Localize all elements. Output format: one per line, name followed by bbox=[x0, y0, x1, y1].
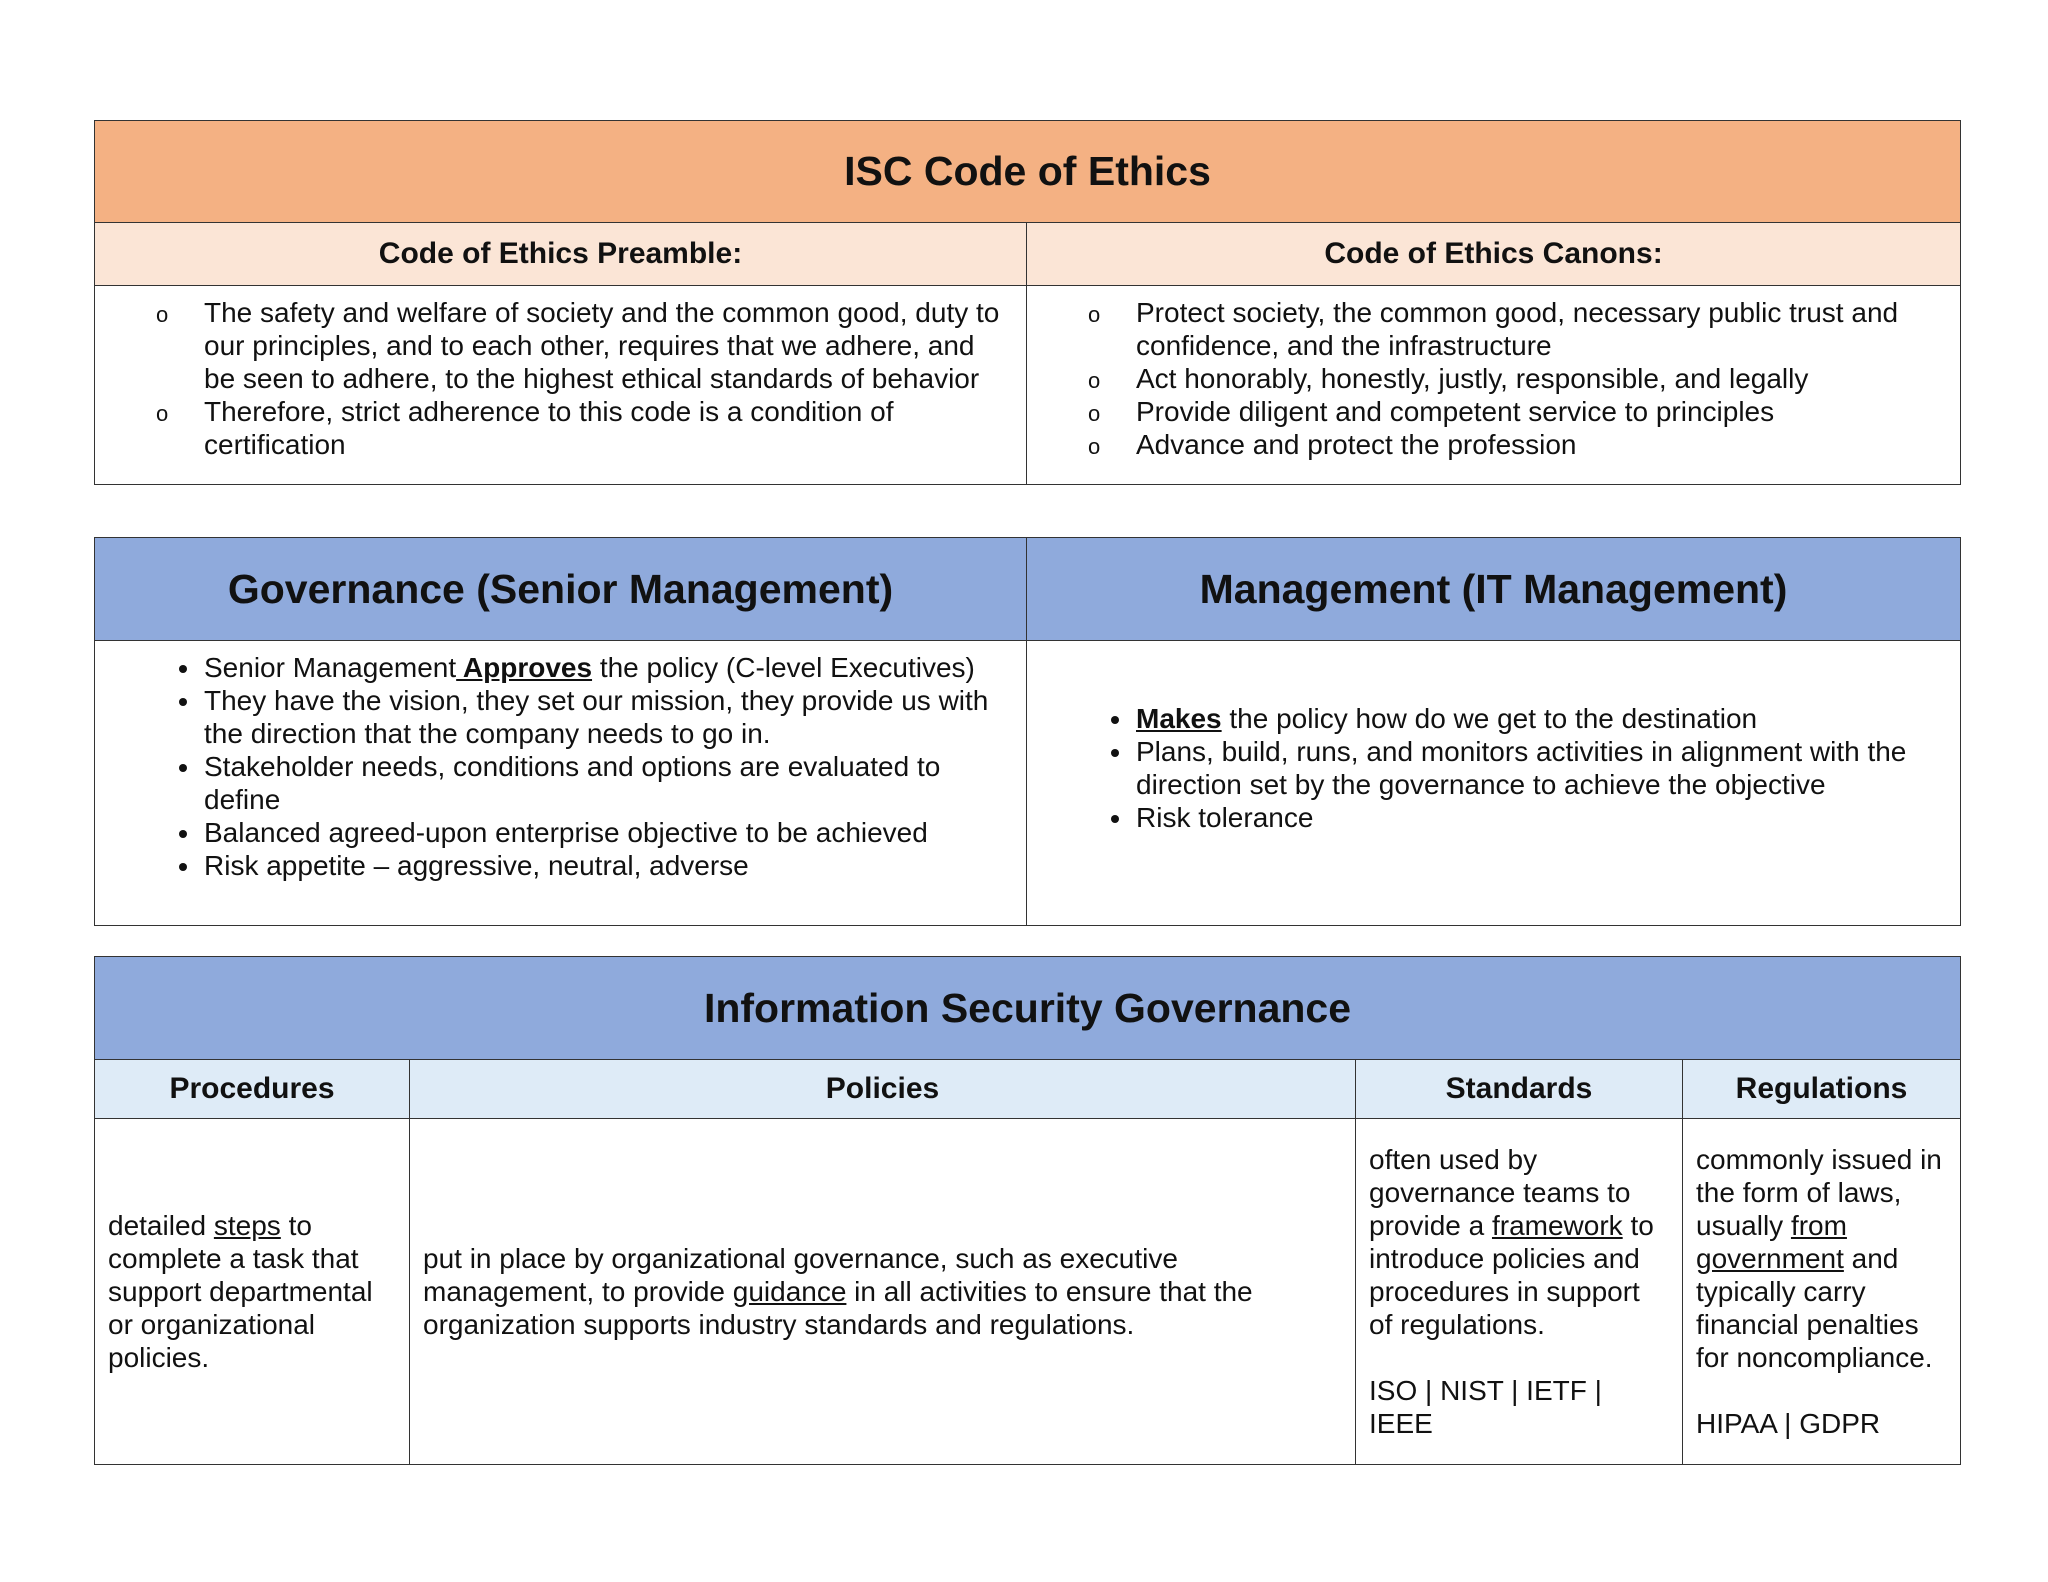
management-list bbox=[1027, 702, 1960, 834]
management-cell bbox=[1027, 641, 1961, 926]
preamble-list bbox=[95, 296, 1026, 461]
regulations-examples: HIPAA | GDPR bbox=[1696, 1408, 1881, 1439]
preamble-cell bbox=[95, 286, 1027, 485]
policies-header: Policies bbox=[410, 1060, 1356, 1119]
ethics-title: ISC Code of Ethics bbox=[95, 121, 1961, 223]
list-item: o Advance and protect the profession bbox=[1134, 428, 1940, 461]
isg-table bbox=[94, 956, 1961, 1465]
regulations-header: Regulations bbox=[1683, 1060, 1961, 1119]
list-item: • Risk appetite – aggressive, neutral, adverse bbox=[202, 849, 1006, 882]
management-title: Management (IT Management) bbox=[1027, 538, 1961, 641]
standards-text: often used by governance teams to provide a framework to introduce policies and procedures in support of regulations. bbox=[1369, 1144, 1654, 1340]
governance-title: Governance (Senior Management) bbox=[95, 538, 1027, 641]
list-item: • They have the vision, they set our mission, they provide us with the direction that the company needs to go in. bbox=[202, 684, 1006, 750]
governance-list bbox=[95, 651, 1026, 882]
list-item: o Provide diligent and competent service to principles bbox=[1134, 395, 1940, 428]
list-item: o Act honorably, honestly, justly, responsible, and legally bbox=[1134, 362, 1940, 395]
preamble-header: Code of Ethics Preamble: bbox=[95, 223, 1027, 286]
list-item: • Makes the policy how do we get to the destination bbox=[1134, 702, 1940, 735]
list-item: o The safety and welfare of society and the common good, duty to our principles, and to each other, requires that we adhere, and be seen to adhere, to the highest ethical standards of behavior bbox=[202, 296, 1006, 395]
governance-cell bbox=[95, 641, 1027, 926]
policies-cell bbox=[410, 1119, 1356, 1465]
list-item: o Protect society, the common good, necessary public trust and confidence, and the infrastructure bbox=[1134, 296, 1940, 362]
standards-examples: ISO | NIST | IETF | IEEE bbox=[1369, 1375, 1602, 1439]
list-item: • Stakeholder needs, conditions and options are evaluated to define bbox=[202, 750, 1006, 816]
canons-list bbox=[1027, 296, 1960, 461]
makes-emphasis: Makes bbox=[1136, 703, 1222, 734]
canons-header: Code of Ethics Canons: bbox=[1027, 223, 1961, 286]
canons-cell bbox=[1027, 286, 1961, 485]
list-item: • Plans, build, runs, and monitors activities in alignment with the direction set by the governance to achieve the objective bbox=[1134, 735, 1940, 801]
procedures-header: Procedures bbox=[95, 1060, 410, 1119]
approves-emphasis: Approves bbox=[456, 652, 593, 683]
governance-table bbox=[94, 537, 1961, 926]
list-item: • Balanced agreed-upon enterprise objective to be achieved bbox=[202, 816, 1006, 849]
standards-cell bbox=[1356, 1119, 1683, 1465]
list-item: • Senior Management Approves the policy (C-level Executives) bbox=[202, 651, 1006, 684]
ethics-table bbox=[94, 120, 1961, 485]
standards-header: Standards bbox=[1356, 1060, 1683, 1119]
isg-title: Information Security Governance bbox=[95, 957, 1961, 1060]
procedures-cell bbox=[95, 1119, 410, 1465]
policies-text: put in place by organizational governance, such as executive management, to provide guidance in all activities to ensure that the organization supports industry standards and regulations. bbox=[423, 1243, 1253, 1340]
list-item: • Risk tolerance bbox=[1134, 801, 1940, 834]
regulations-cell bbox=[1683, 1119, 1961, 1465]
procedures-text: detailed steps to complete a task that support departmental or organizational policies. bbox=[108, 1210, 373, 1373]
list-item: o Therefore, strict adherence to this code is a condition of certification bbox=[202, 395, 1006, 461]
regulations-text: commonly issued in the form of laws, usually from government and typically carry financial penalties for noncompliance. bbox=[1696, 1144, 1942, 1373]
